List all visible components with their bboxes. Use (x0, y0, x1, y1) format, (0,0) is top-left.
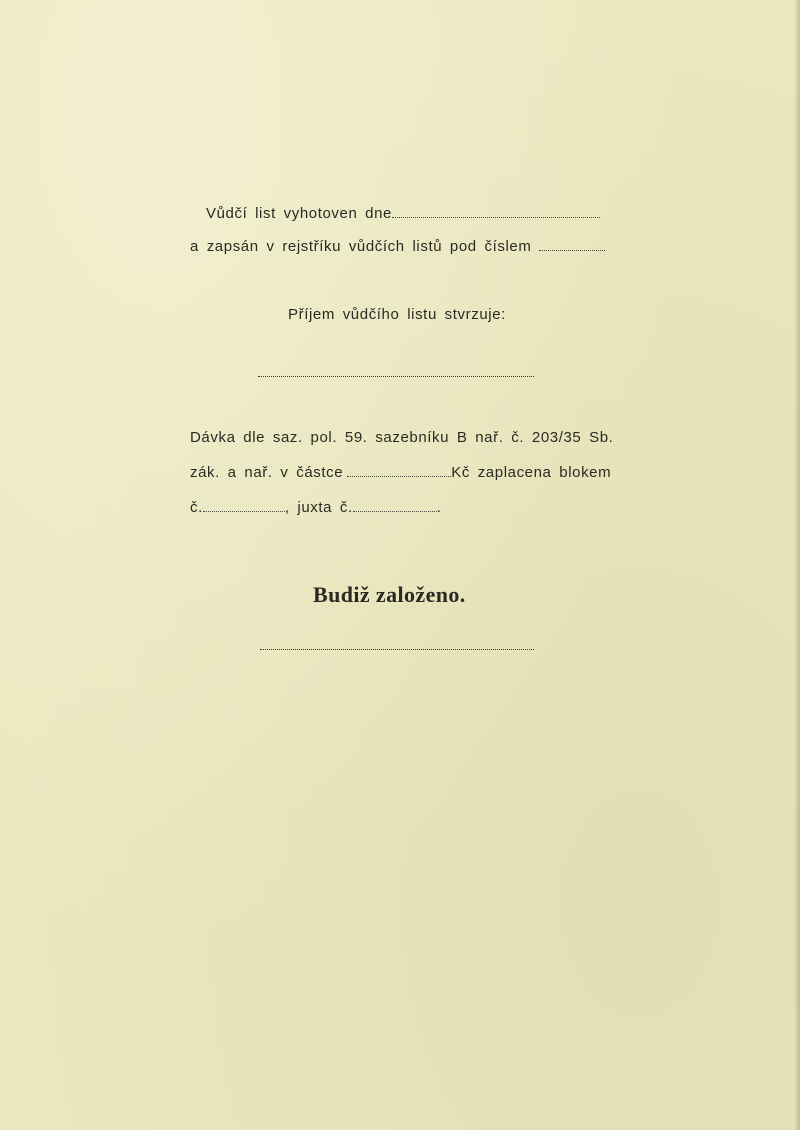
juxta-number-blank[interactable] (353, 497, 437, 512)
block-number-blank[interactable] (203, 497, 285, 512)
juxta-label: , juxta č. (284, 499, 353, 516)
issued-date-blank[interactable] (392, 203, 600, 218)
page-edge-shadow (794, 0, 800, 1130)
fee-amount-label: zák. a nař. v částce (190, 464, 344, 481)
issued-date-line (206, 203, 600, 224)
fee-paid-label: Kč zaplacena blokem (451, 464, 612, 481)
issued-date-label: Vůdčí list vyhotoven dne (206, 205, 392, 222)
approval-signature-line[interactable] (260, 649, 534, 650)
stamp-heading: Budiž založeno. (313, 582, 466, 607)
fee-line-2 (190, 462, 611, 483)
block-number-label: č. (190, 499, 203, 516)
register-number-line (190, 236, 605, 257)
signature-line[interactable] (258, 376, 534, 377)
fee-line-3 (190, 497, 442, 518)
fee-line-3-period: . (436, 499, 442, 516)
register-number-label: a zapsán v rejstříku vůdčích listů pod číslem (190, 238, 532, 255)
fee-amount-blank[interactable] (347, 462, 451, 477)
register-number-blank[interactable] (539, 236, 605, 251)
receipt-label: Příjem vůdčího listu stvrzuje: (288, 306, 506, 323)
fee-line-1: Dávka dle saz. pol. 59. sazebníku B nař. č. 203/35 Sb. (190, 429, 614, 446)
